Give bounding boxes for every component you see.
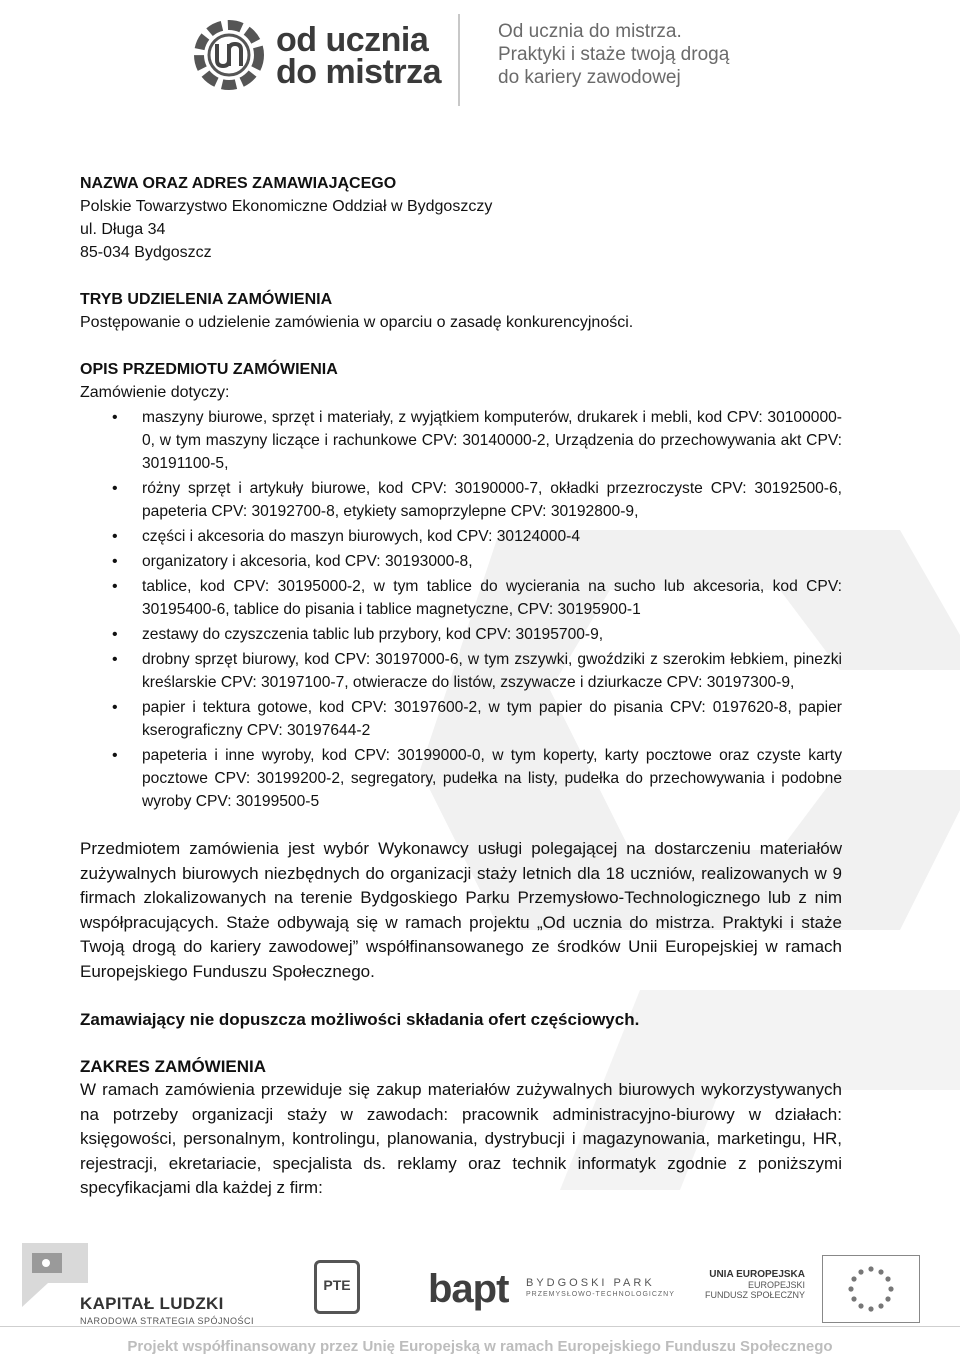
eu-fund-caption: UNIA EUROPEJSKA EUROPEJSKI FUNDUSZ SPOŁECZNY: [705, 1269, 806, 1300]
address-line: Polskie Towarzystwo Ekonomiczne Oddział w Bydgoszczy: [80, 198, 493, 215]
section-heading-zakres: ZAKRES ZAMÓWIENIA: [80, 1057, 267, 1076]
document-body: [80, 172, 842, 1201]
address-line: ul. Długa 34: [80, 221, 166, 238]
opis-intro: Zamówienie dotyczy:: [80, 384, 230, 401]
eu-flag-icon: [822, 1255, 920, 1323]
gear-logo-icon: [188, 14, 270, 96]
list-item: • organizatory i akcesoria, kod CPV: 30193000-8,: [142, 550, 842, 573]
address-line: 85-034 Bydgoszcz: [80, 244, 212, 261]
partial-offers-notice: Zamawiający nie dopuszcza możliwości składania ofert częściowych.: [80, 1010, 640, 1029]
bapt-logo-caption: BYDGOSKI PARK PRZEMYSŁOWO-TECHNOLOGICZNY: [526, 1277, 675, 1298]
footer-divider: [0, 1326, 960, 1327]
list-item: • drobny sprzęt biurowy, kod CPV: 30197000-6, w tym zszywki, gwoździki z szerokim łebkiem, pinezki kreślarskie CPV: 30197100-7, otwieracze do listów, zszywacze i dziurkacze CPV: 30197300-9,: [142, 648, 842, 694]
section-heading-opis: OPIS PRZEDMIOTU ZAMÓWIENIA: [80, 361, 338, 378]
list-item: • części i akcesoria do maszyn biurowych, kod CPV: 30124000-4: [142, 525, 842, 548]
section-heading-tryb: TRYB UDZIELENIA ZAMÓWIENIA: [80, 291, 333, 308]
przedmiot-paragraph: Przedmiotem zamówienia jest wybór Wykonawcy usługi polegającej na dostarczeniu materiałów zużywalnych biurowych niezbędnych do organizacji staży letnich dla 18 uczniów, realizowanych w 9 firmach zlokalizowanych na terenie Bydgoskiego Parku Przemysłowo-Technologicznego lub z nim współpracujących. Staże odbywają się w ramach projektu „Od ucznia do mistrza. Praktyki i staże Twoją drogą do kariery zawodowej” współfinansowanego ze środków Unii Europejskiej w ramach Europejskiego Funduszu Społecznego.: [80, 839, 842, 981]
project-funding-text: Projekt współfinansowany przez Unię Europejską w ramach Europejskiego Funduszu Społecznego: [127, 1338, 833, 1355]
kapital-ludzki-logo-icon: [22, 1243, 88, 1307]
page-footer: [0, 1225, 960, 1362]
list-item: • tablice, kod CPV: 30195000-2, w tym tablice do wycierania na sucho lub akcesoria, kod CPV: 30195400-6, tablice do pisania i tablice magnetyczne, CPV: 30195900-1: [142, 575, 842, 621]
page-header: [0, 0, 960, 140]
kapital-ludzki-title: KAPITAŁ LUDZKI: [80, 1294, 224, 1313]
list-item: • maszyny biurowe, sprzęt i materiały, z wyjątkiem komputerów, drukarek i mebli, kod CPV: 30100000-0, w tym maszyny liczące i rachunkowe CPV: 30140000-2, Urządzenia do przechowywania akt CPV: 30191100-5,: [142, 406, 842, 475]
header-divider: [458, 14, 460, 106]
list-item: • papeteria i inne wyroby, kod CPV: 30199000-0, w tym koperty, karty pocztowe oraz czyste karty pocztowe CPV: 30199200-2, segregatory, pudełka na listy, pudełka do przechowywania i podobne wyroby CPV: 30199500-5: [142, 744, 842, 813]
zakres-paragraph: W ramach zamówienia przewiduje się zakup materiałów zużywalnych biurowych wykorzystywanych na potrzeby organizacji staży w zawodach: pracownik administracyjno-biurowy w działach: księgowości, personalnym, kontrolingu, planowania, dystrybucji i magazynowania, marketingu, HR, rejestracji, ekretariacie, specjalista ds. reklamy oraz technik informatyk zgodnie z poniższymi specyfikacjami dla każdej z firm:: [80, 1080, 842, 1197]
bapt-logo: bapt: [428, 1267, 509, 1311]
brand-logo-text: od ucznia do mistrza: [276, 21, 442, 91]
list-item: • zestawy do czyszczenia tablic lub przybory, kod CPV: 30195700-9,: [142, 623, 842, 646]
pte-logo: PTE: [314, 1260, 360, 1314]
tryb-text: Postępowanie o udzielenie zamówienia w oparciu o zasadę konkurencyjności.: [80, 314, 634, 331]
kapital-ludzki-subtitle: NARODOWA STRATEGIA SPÓJNOŚCI: [80, 1316, 255, 1326]
header-tagline: Od ucznia do mistrza. Praktyki i staże twoją drogą do kariery zawodowej: [498, 21, 730, 88]
list-item: • różny sprzęt i artykuły biurowe, kod CPV: 30190000-7, okładki przezroczyste CPV: 30192500-6, papeteria CPV: 30192700-8, etykiety samoprzylepne CPV: 30192800-9,: [142, 477, 842, 523]
list-item: • papier i tektura gotowe, kod CPV: 30197600-2, w tym papier do pisania CPV: 0197620-8, papier kserograficzny CPV: 30197644-2: [142, 696, 842, 742]
cpv-item-list: [80, 406, 842, 813]
section-heading-zamawiajacy: NAZWA ORAZ ADRES ZAMAWIAJĄCEGO: [80, 175, 397, 192]
